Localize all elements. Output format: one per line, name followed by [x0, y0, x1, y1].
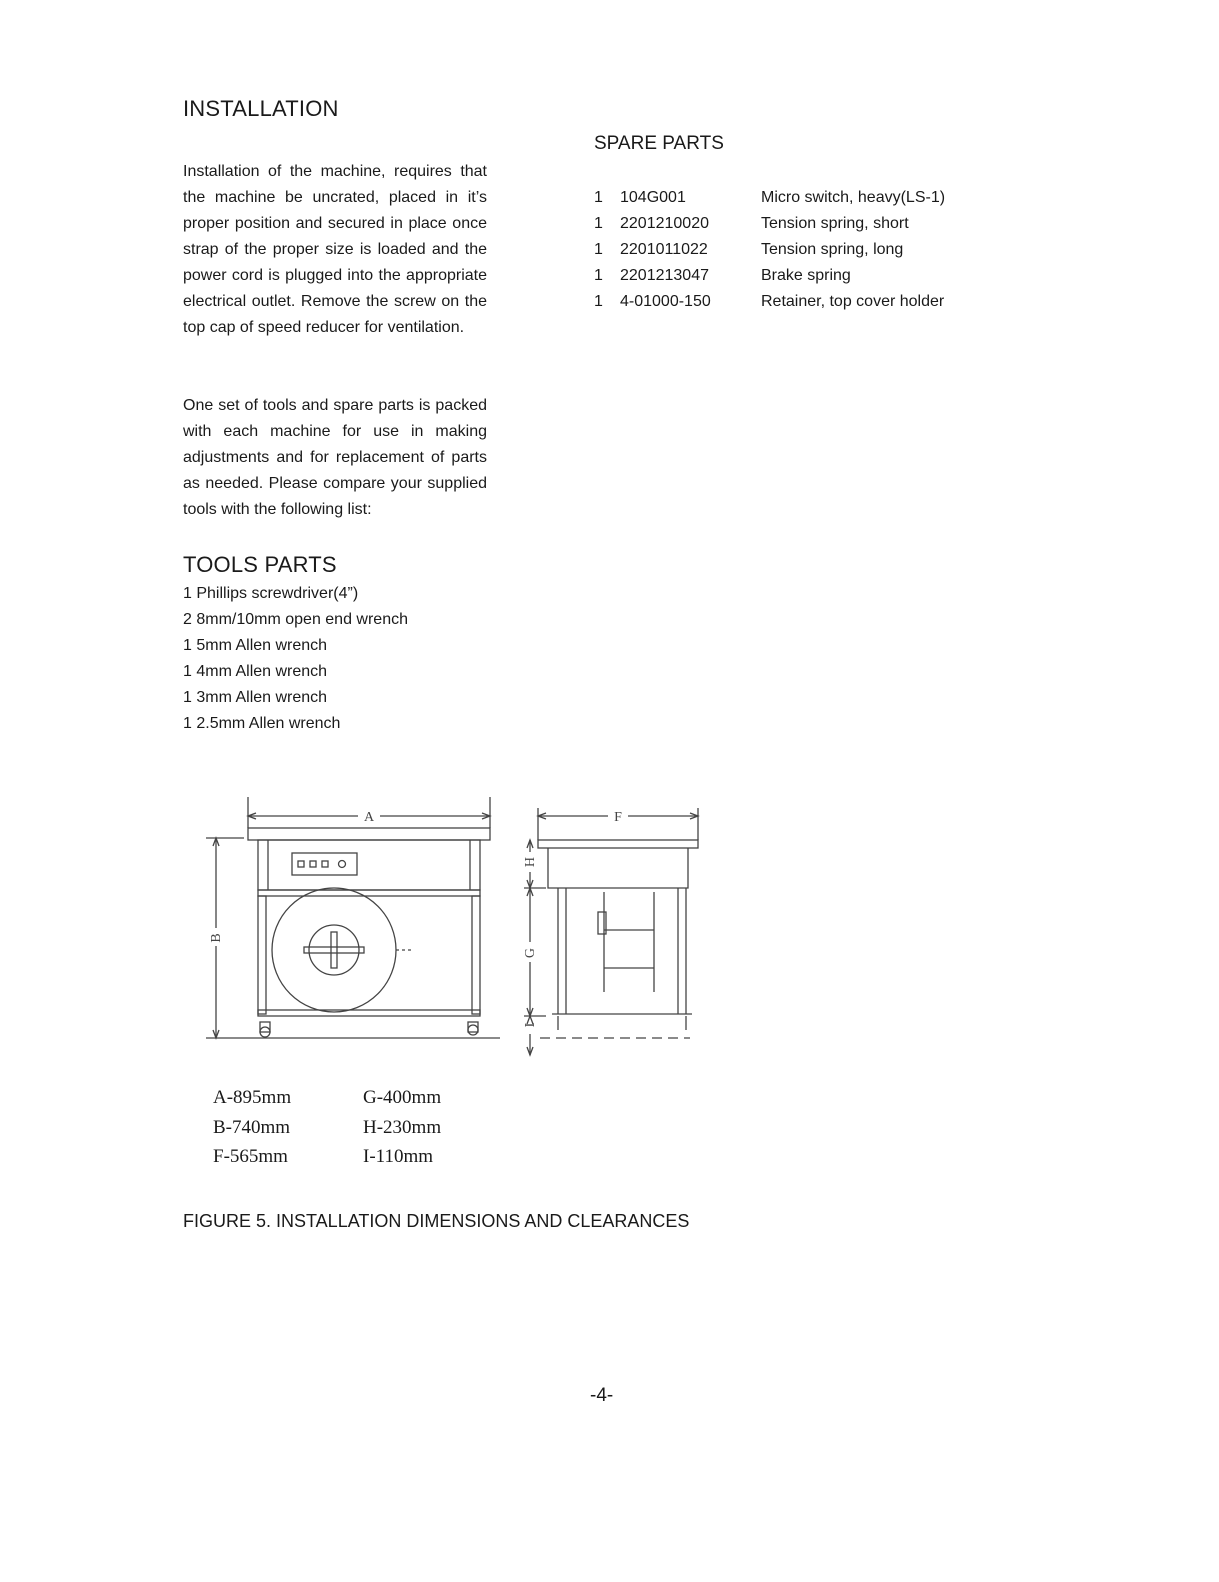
- label-i: I: [523, 1022, 538, 1028]
- dimensions-right-column: [363, 1083, 441, 1172]
- installation-title: INSTALLATION: [183, 96, 339, 121]
- label-h: H: [523, 856, 538, 868]
- spare-part-qty: 1: [594, 189, 603, 206]
- spare-part-qty: 1: [594, 293, 603, 310]
- tools-list: [183, 581, 408, 737]
- spare-part-description: Tension spring, short: [761, 215, 909, 232]
- spare-parts-title: SPARE PARTS: [594, 133, 724, 154]
- figure-caption: FIGURE 5. INSTALLATION DIMENSIONS AND CLEARANCES: [183, 1211, 690, 1231]
- dimensions-left-column: [213, 1083, 291, 1172]
- tools-item: 1 Phillips screwdriver(4”): [183, 585, 359, 602]
- spare-part-number: 2201210020: [620, 215, 709, 232]
- spare-part-number: 2201213047: [620, 267, 709, 284]
- spare-part-description: Micro switch, heavy(LS-1): [761, 189, 946, 206]
- spare-part-description: Brake spring: [761, 267, 851, 284]
- dimension-value: B-740mm: [213, 1116, 291, 1138]
- label-g: G: [523, 947, 538, 959]
- spare-part-qty: 1: [594, 267, 603, 284]
- tools-item: 1 4mm Allen wrench: [183, 663, 328, 680]
- dimension-value: A-895mm: [213, 1087, 292, 1108]
- dimension-b-line: [206, 838, 500, 1038]
- dimension-value: G-400mm: [363, 1087, 442, 1108]
- installation-paragraph-2: One set of tools and spare parts is packed with each machine for use in making adjustments and for replacement of parts as needed. Please compare your supplied tools with the following list:: [183, 397, 487, 518]
- tools-title: TOOLS PARTS: [183, 552, 337, 577]
- spare-part-description: Retainer, top cover holder: [761, 293, 945, 310]
- label-f: F: [614, 810, 622, 825]
- machine-dimension-drawing: [200, 780, 720, 1070]
- dimension-value: H-230mm: [363, 1116, 442, 1138]
- dimension-hgi-line: [524, 840, 690, 1055]
- dimension-value: F-565mm: [213, 1146, 288, 1167]
- page-number: -4-: [590, 1385, 614, 1406]
- spare-part-qty: 1: [594, 215, 603, 232]
- installation-paragraph-1: Installation of the machine, requires that the machine be uncrated, placed in it’s proper position and secured in place once strap of the proper size is loaded and the power cord is plugged into the appropriate electrical outlet. Remove the screw on the top cap of speed reducer for ventilation.: [183, 163, 487, 336]
- spare-part-number: 2201011022: [620, 241, 708, 258]
- tools-item: 1 5mm Allen wrench: [183, 637, 328, 654]
- spare-part-number: 104G001: [620, 189, 686, 206]
- side-view-machine: [538, 840, 698, 1030]
- label-a: A: [363, 810, 375, 825]
- spare-part-qty: 1: [594, 241, 603, 258]
- tools-item: 1 3mm Allen wrench: [183, 689, 328, 706]
- dimension-value: I-110mm: [363, 1146, 434, 1167]
- tools-item: 1 2.5mm Allen wrench: [183, 715, 341, 732]
- tools-item: 2 8mm/10mm open end wrench: [183, 611, 408, 628]
- label-b: B: [209, 933, 224, 943]
- spare-part-description: Tension spring, long: [761, 241, 904, 258]
- spare-part-number: 4-01000-150: [620, 293, 711, 310]
- front-view-machine: [248, 828, 490, 1037]
